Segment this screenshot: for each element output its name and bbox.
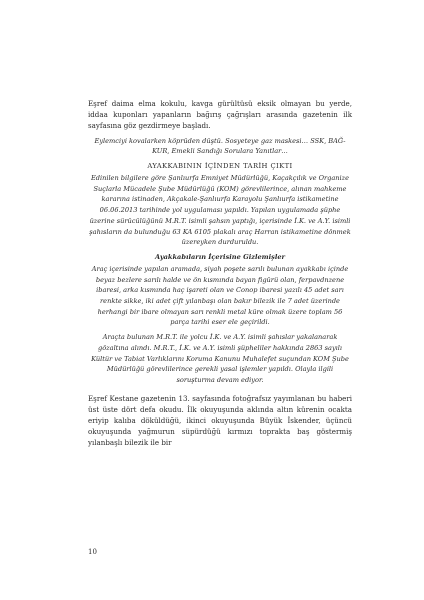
closing-paragraph: Eşref Kestane gazetenin 13. sayfasında fotoğrafsız yayımlanan bu haberi üst üste dört defa okudu. İlk okuyuşunda aklında altın kürenin ocakta eriyip kalıba döküldüğü, ikinci okuyuşunda Büyük İskender, üçüncü okuyuşunda yağmurun süpürdüğü kırmızı toprakta baş göstermiş yılanbaşlı bilezik ile bir — [88, 393, 352, 448]
news-paragraph-2: Araç içerisinde yapılan aramada, siyah poşete sarılı bulunan ayakkabı içinde beyaz bezlere sarılı halde ve ön kısmında bayan figürü olan, ferpavdnzene ibaresi, arka kısmında haç işareti olan ve Conop ibaresi yazılı 45 adet sarı renkte sikke, iki adet çift yılanbaşı olan bakır bilezik ile 7 adet üzerinde herhangi bir ibare olmayan sarı renkli metal küre olmak üzere toplam 56 parça tarihi eser ele geçirildi. — [91, 264, 349, 327]
news-paragraph-3: Araçta bulunan M.R.T. ile yolcu İ.K. ve A.Y. isimli şahıslar yakalanarak gözaltına alındı. M.R.T., İ.K. ve A.Y. isimli şüpheliler hakkında 2863 sayılı Kültür ve Tabiat Varlıklarını Koruma Kanunu Muhalefet suçundan KOM Şube Müdürlüğü görevlilerince gerekli yasal işlemler yapıldı. Olayla ilgili soruşturma devam ediyor. — [91, 333, 349, 384]
news-subheading: Ayakkabıların İçerisine Gizlemişler — [154, 252, 286, 261]
headline-quote: Eylemciyi kovalarken köprüden düştü. Sosyeteye gaz maskesi… SSK, BAĞ-KUR, Emekli Sandığı Sorulara Yanıtlar… — [94, 136, 346, 156]
section-heading: AYAKKABININ İÇİNDEN TARİH ÇIKTI — [147, 162, 293, 171]
news-paragraph-1: Edinilen bilgilere göre Şanlıurfa Emniyet Müdürlüğü, Kaçakçılık ve Organize Suçlarla Mücadele Şube Müdürlüğü (KOM) görevlilerince, alınan mahkeme kararına istinaden, Akçakale-Şanlıurfa Karayolu Şanlıurfa istikametine 06.06.2013 tarihinde yol uygulaması yapıldı. Yapılan uygulamada şüphe üzerine sürücülüğünü M.R.T. isimli şahsın yaptığı, içerisinde İ.K. ve A.Y. isimli şahısların da bulunduğu 63 KA 6105 plakalı araç Harran istikametine dönmek üzereyken durduruldu. — [89, 174, 351, 247]
page-number: 10 — [88, 548, 97, 556]
intro-paragraph: Eşref daima elma kokulu, kavga gürültüsü eksik olmayan bu yerde, iddaa kuponları yapanların bağırış çağrışları arasında gazetenin ilk sayfasına göz gezdirmeye başladı. — [88, 99, 352, 131]
text-block — [88, 98, 352, 449]
